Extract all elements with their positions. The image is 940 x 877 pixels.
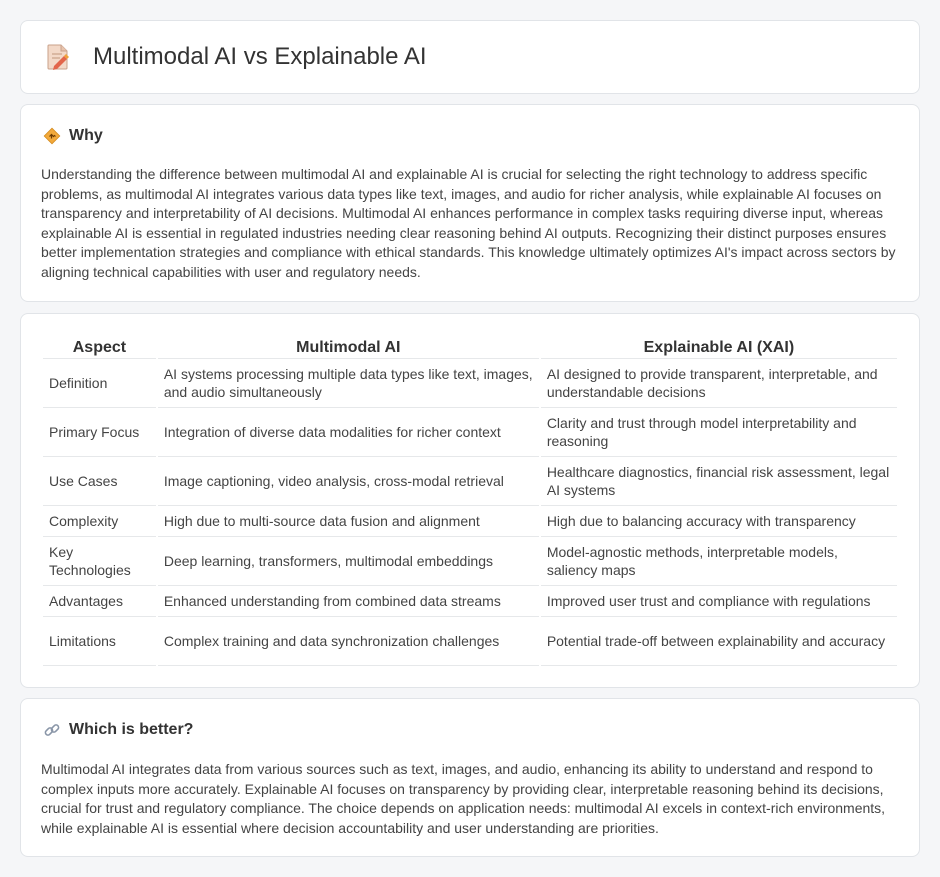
xai-cell: Model-agnostic methods, interpretable models, saliency maps (541, 537, 897, 586)
aspect-cell: Advantages (43, 586, 156, 617)
comparison-table (41, 334, 899, 666)
xai-cell: Improved user trust and compliance with regulations (541, 586, 897, 617)
column-header-aspect: Aspect (43, 334, 156, 359)
xai-cell: Clarity and trust through model interpretability and reasoning (541, 408, 897, 457)
table-row (43, 359, 897, 408)
multimodal-cell: Complex training and data synchronization challenges (158, 617, 539, 666)
aspect-cell: Key Technologies (43, 537, 156, 586)
multimodal-cell: Enhanced understanding from combined data streams (158, 586, 539, 617)
header-card (20, 20, 920, 94)
which-is-better-heading: Which is better? (69, 721, 194, 738)
xai-cell: Potential trade-off between explainability and accuracy (541, 617, 897, 666)
multimodal-cell: Integration of diverse data modalities for richer context (158, 408, 539, 457)
table-row (43, 506, 897, 537)
xai-cell: High due to balancing accuracy with transparency (541, 506, 897, 537)
comparison-section (20, 313, 920, 688)
multimodal-cell: AI systems processing multiple data types like text, images, and audio simultaneously (158, 359, 539, 408)
multimodal-cell: Image captioning, video analysis, cross-modal retrieval (158, 457, 539, 506)
xai-cell: Healthcare diagnostics, financial risk assessment, legal AI systems (541, 457, 897, 506)
table-row (43, 408, 897, 457)
table-row (43, 457, 897, 506)
why-heading: Why (69, 127, 103, 144)
diamond-road-sign-icon (43, 127, 61, 145)
aspect-cell: Primary Focus (43, 408, 156, 457)
aspect-cell: Complexity (43, 506, 156, 537)
table-header-row (43, 334, 897, 359)
which-is-better-section (20, 698, 920, 857)
page-title: Multimodal AI vs Explainable AI (93, 43, 427, 70)
aspect-cell: Limitations (43, 617, 156, 666)
table-row (43, 617, 897, 666)
multimodal-cell: High due to multi-source data fusion and alignment (158, 506, 539, 537)
column-header-xai: Explainable AI (XAI) (541, 334, 897, 359)
table-row (43, 586, 897, 617)
multimodal-cell: Deep learning, transformers, multimodal embeddings (158, 537, 539, 586)
aspect-cell: Definition (43, 359, 156, 408)
why-paragraph: Understanding the difference between multimodal AI and explainable AI is crucial for selecting the right technology to address specific problems, as multimodal AI integrates various data types like text, images, and audio for richer analysis, while explainable AI focuses on transparency and interpretability of AI decisions. Multimodal AI enhances performance in complex tasks requiring diverse input, whereas explainable AI is essential in regulated industries needing clear reasoning behind AI outputs. Recognizing their distinct purposes ensures better implementation strategies and compliance with ethical standards. This knowledge ultimately optimizes AI's impact across sectors by aligning technical capabilities with user and regulatory needs. (41, 166, 896, 280)
table-row (43, 537, 897, 586)
xai-cell: AI designed to provide transparent, interpretable, and understandable decisions (541, 359, 897, 408)
document-pencil-icon (45, 43, 71, 71)
column-header-multimodal: Multimodal AI (158, 334, 539, 359)
why-section (20, 104, 920, 302)
link-icon (43, 721, 61, 739)
aspect-cell: Use Cases (43, 457, 156, 506)
which-is-better-paragraph: Multimodal AI integrates data from various sources such as text, images, and audio, enhancing its ability to understand and respond to complex inputs more accurately. Explainable AI focuses on transparency by providing clear, interpretable reasoning behind its decisions, crucial for trust and regulatory compliance. The choice depends on application needs: multimodal AI excels in context-rich environments, while explainable AI is essential where decision accountability and user understanding are priorities. (41, 761, 886, 836)
